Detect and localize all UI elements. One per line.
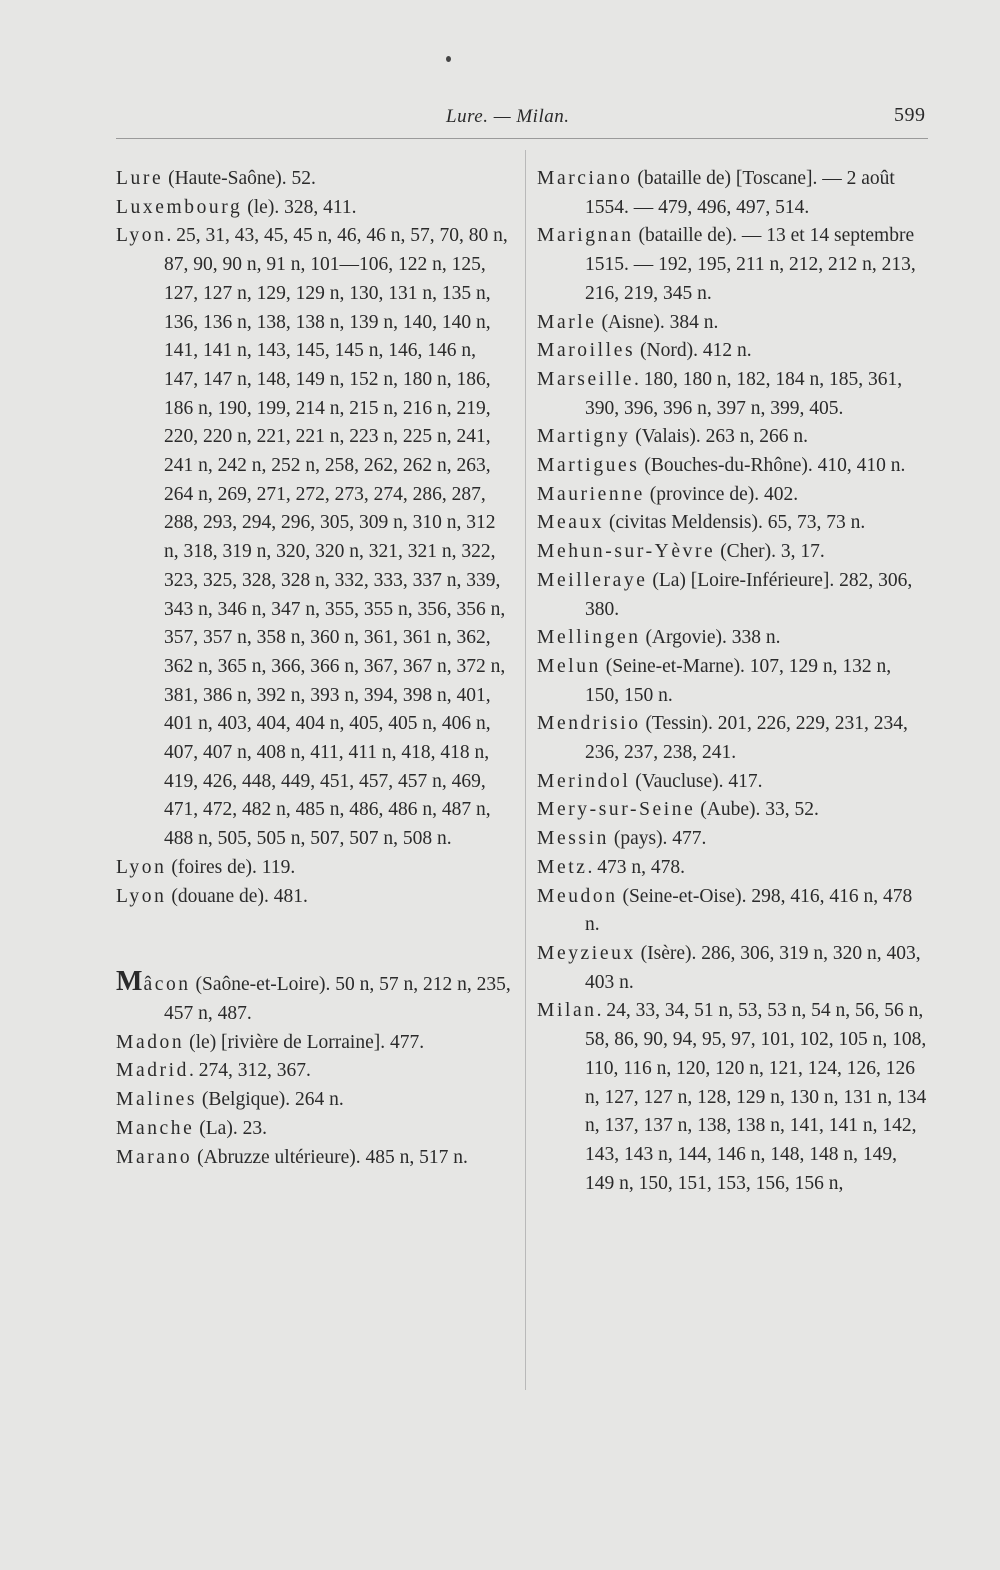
entry-references: (Bouches-du-Rhône). 410, 410 n. <box>639 455 906 477</box>
index-entry <box>537 452 929 481</box>
entry-heading: Marano <box>116 1146 193 1168</box>
page-number: 599 <box>894 104 926 126</box>
index-entry <box>537 481 929 510</box>
entry-references: (Vaucluse). 417. <box>630 770 763 792</box>
entry-heading: Maroilles <box>537 340 636 362</box>
index-entry <box>116 1115 514 1144</box>
entry-references: (bataille de). — 13 et 14 septembre 1515. — 192, 195, 211 n, 212, 212 n, 213, 216, 219, 345 n. <box>585 225 916 304</box>
index-entry <box>537 509 929 538</box>
index-entry <box>537 423 929 452</box>
entry-references: (Isère). 286, 306, 319 n, 320 n, 403, 403 n. <box>585 942 921 993</box>
index-entry <box>537 165 929 222</box>
index-entry <box>537 366 929 423</box>
entry-heading: Mehun-sur-Yèvre <box>537 541 716 563</box>
ink-speck <box>446 56 451 62</box>
entry-heading: Mellingen <box>537 627 641 649</box>
entry-references: (Valais). 263 n, 266 n. <box>630 426 809 448</box>
entry-heading: Metz <box>537 856 588 878</box>
index-entry <box>537 854 929 883</box>
entry-references: (Haute-Saône). 52. <box>163 168 316 189</box>
entry-references: (Aube). 33, 52. <box>695 799 819 821</box>
entry-heading: Maurienne <box>537 483 645 505</box>
index-entry <box>537 309 929 338</box>
entry-heading: Meudon <box>537 885 618 907</box>
index-entry <box>116 1029 514 1058</box>
entry-references: (La). 23. <box>194 1117 267 1139</box>
entry-heading: Martigues <box>537 455 640 477</box>
index-entry <box>537 337 929 366</box>
index-entry <box>116 968 514 1028</box>
entry-references: (Saône-et-Loire). 50 n, 57 n, 212 n, 235, 457 n, 487. <box>164 974 511 1024</box>
entry-references: . 24, 33, 34, 51 n, 53, 53 n, 54 n, 56, 56 n, 58, 86, 90, 94, 95, 97, 101, 102, 105 n, 108, 110, 116 n, 120, 120 n, 121, 124, 126, 126 n, 127, 127 n, 128, 129 n, 130 n, 131 n, 134 n, 137, 137 n, 138, 138 n, 141, 141 n, 142, 143, 143 n, 144, 146 n, 148, 148 n, 149, 149 n, 150, 151, 153, 156, 156 n, <box>585 1000 927 1194</box>
entry-references: (bataille de) [Toscane]. — 2 août 1554. — 479, 496, 497, 514. <box>585 168 895 218</box>
entry-heading: Milan <box>537 1000 597 1022</box>
entry-heading: Lure <box>116 168 164 189</box>
index-entry <box>537 538 929 567</box>
index-entry <box>537 997 929 1198</box>
entry-references: . 473 n, 478. <box>587 856 685 878</box>
entry-references: (civitas Meldensis). 65, 73, 73 n. <box>604 512 866 534</box>
entry-references: (Tessin). 201, 226, 229, 231, 234, 236, 237, 238, 241. <box>585 713 908 764</box>
index-entry <box>537 768 929 797</box>
entry-heading: Mery-sur-Seine <box>537 799 696 821</box>
entry-heading: Mâcon <box>116 966 191 998</box>
index-entry <box>537 567 929 624</box>
entry-heading: Marignan <box>537 225 634 247</box>
entry-references: (Seine-et-Oise). 298, 416, 416 n, 478 n. <box>585 885 913 936</box>
entry-references: (douane de). 481. <box>166 885 308 907</box>
entry-references: (province de). 402. <box>644 483 799 505</box>
entry-references: (Aisne). 384 n. <box>596 311 719 333</box>
entry-references: (Belgique). 264 n. <box>197 1089 344 1111</box>
index-entry <box>116 854 514 883</box>
entry-heading: Melun <box>537 655 601 677</box>
entry-heading: Merindol <box>537 770 631 792</box>
entry-references: . 180, 180 n, 182, 184 n, 185, 361, 390, 396, 396 n, 397 n, 399, 405. <box>585 368 903 419</box>
index-entry <box>116 1144 514 1173</box>
index-entry <box>537 796 929 825</box>
index-entry <box>537 825 929 854</box>
entry-references: . 274, 312, 367. <box>189 1060 311 1082</box>
entry-references: (Nord). 412 n. <box>635 340 752 362</box>
index-entry <box>537 940 929 997</box>
index-entry <box>537 624 929 653</box>
index-column-left <box>116 165 514 1172</box>
entry-heading: Lyon <box>116 885 167 907</box>
entry-references: (La) [Loire-Inférieure]. 282, 306, 380. <box>585 569 913 620</box>
entry-heading: Lyon <box>116 856 167 878</box>
index-entry <box>116 222 514 853</box>
entry-references: (le). 328, 411. <box>242 196 357 218</box>
section-initial: M <box>116 966 144 998</box>
entry-heading: Martigny <box>537 426 631 448</box>
index-column-right <box>537 165 929 1198</box>
entry-references: (pays). 477. <box>608 828 707 850</box>
index-entry <box>116 883 514 912</box>
entry-references: (foires de). 119. <box>166 856 296 878</box>
entry-heading: Lyon <box>116 225 167 247</box>
entry-heading: Manche <box>116 1117 195 1139</box>
entry-heading: Madon <box>116 1031 185 1053</box>
letter-section-gap <box>116 911 514 968</box>
index-entry <box>537 222 929 308</box>
entry-heading: Madrid <box>116 1060 190 1082</box>
index-entry <box>537 653 929 710</box>
entry-heading: Meyzieux <box>537 942 636 964</box>
index-entry <box>537 883 929 940</box>
index-entry <box>116 1086 514 1115</box>
index-entry <box>116 1057 514 1086</box>
index-entry <box>537 710 929 767</box>
index-entry <box>116 165 514 194</box>
entry-references: (Seine-et-Marne). 107, 129 n, 132 n, 150, 150 n. <box>585 655 892 706</box>
entry-references: (Abruzze ultérieure). 485 n, 517 n. <box>192 1146 468 1168</box>
header-rule <box>116 138 928 139</box>
entry-references: (le) [rivière de Lorraine]. 477. <box>184 1031 425 1053</box>
entry-heading: Marle <box>537 311 597 333</box>
entry-references: (Argovie). 338 n. <box>640 627 781 649</box>
entry-references: . 25, 31, 43, 45, 45 n, 46, 46 n, 57, 70, 80 n, 87, 90, 90 n, 91 n, 101—106, 122 n, 125, 127, 127 n, 129, 129 n, 130, 131 n, 135 n, 136, 136 n, 138, 138 n, 139 n, 140, 140 n, 141, 141 n, 143, 145, 145 n, 146, 146 n, 147, 147 n, 148, 149 n, 152 n, 180 n, 186, 186 n, 190, 199, 214 n, 215 n, 216 n, 219, 220, 220 n, 221, 221 n, 223 n, 225 n, 241, 241 n, 242 n, 252 n, 258, 262, 262 n, 263, 264 n, 269, 271, 272, 273, 274, 286, 287, 288, 293, 294, 296, 305, 309 n, 310 n, 312 n, 318, 319 n, 320, 320 n, 321, 321 n, 322, 323, 325, 328, 328 n, 332, 333, 337 n, 339, 343 n, 346 n, 347 n, 355, 355 n, 356, 356 n, 357, 357 n, 358 n, 360 n, 361, 361 n, 362, 362 n, 365 n, 366, 366 n, 367, 367 n, 372 n, 381, 386 n, 392 n, 393 n, 394, 398 n, 401, 401 n, 403, 404, 404 n, 405, 405 n, 406 n, 407, 407 n, 408 n, 411, 411 n, 418, 418 n, 419, 426, 448, 449, 451, 457, 457 n, 469, 471, 472, 482 n, 485 n, 486, 486 n, 487 n, 488 n, 505, 505 n, 507, 507 n, 508 n. <box>164 225 508 850</box>
entry-heading: Marseille <box>537 368 635 390</box>
running-header: Lure. — Milan. <box>446 106 570 127</box>
entry-heading: Meaux <box>537 512 605 534</box>
entry-heading: Mendrisio <box>537 713 641 735</box>
entry-heading: Luxembourg <box>116 196 243 218</box>
entry-heading: Meilleraye <box>537 569 648 591</box>
entry-heading: Malines <box>116 1089 198 1111</box>
entry-heading: Marciano <box>537 168 633 189</box>
column-divider <box>525 150 526 1390</box>
entry-references: (Cher). 3, 17. <box>715 541 825 563</box>
entry-heading: Messin <box>537 828 609 850</box>
index-entry <box>116 194 514 223</box>
